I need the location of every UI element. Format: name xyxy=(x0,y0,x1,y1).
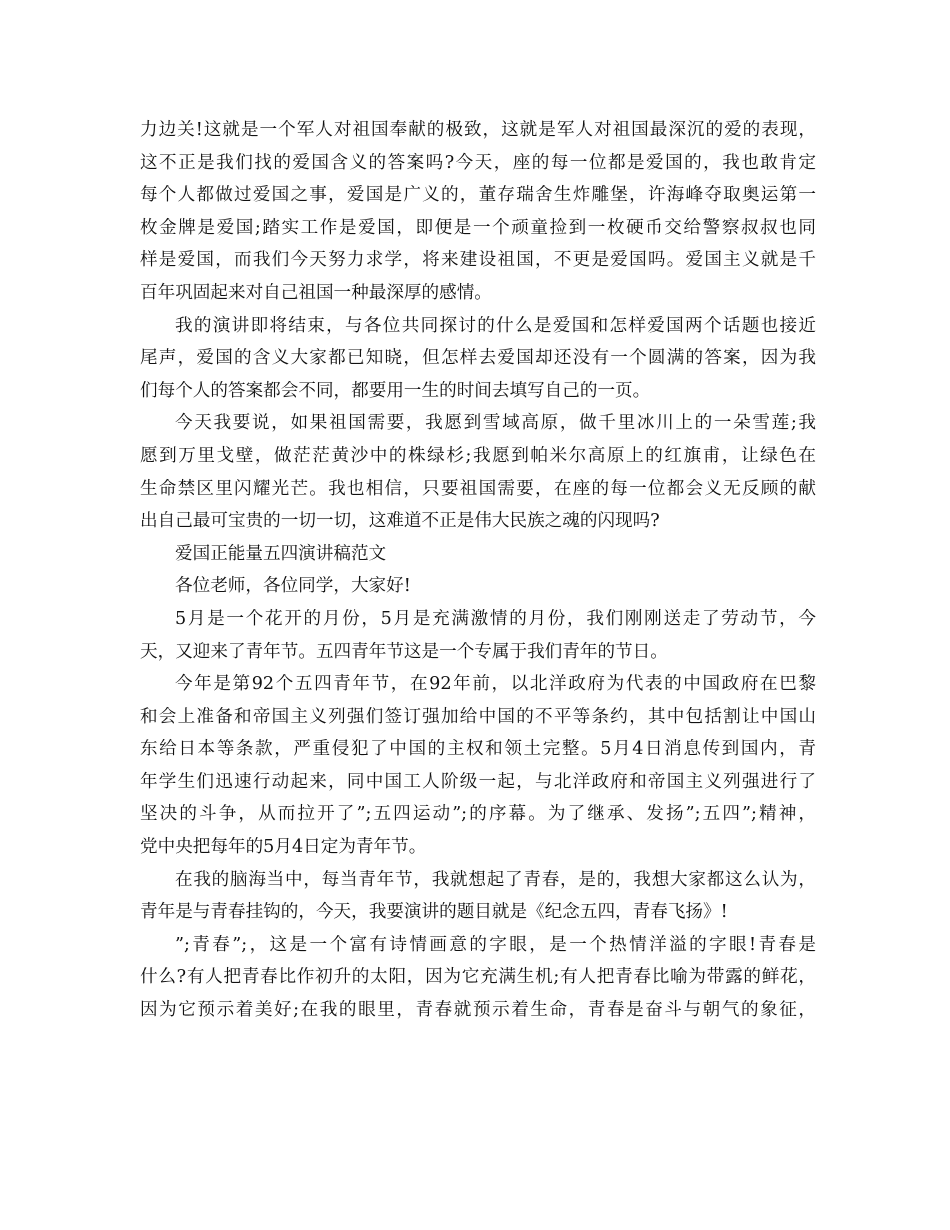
section-title: 爱国正能量五四演讲稿范文 xyxy=(175,543,387,564)
text-line: 们每个人的答案都会不同，都要用一生的时间去填写自己的一页。 xyxy=(140,380,651,401)
text-line: 今年是第92个五四青年节，在92年前，以北洋政府为代表的中国政府在巴黎 xyxy=(175,674,816,695)
text-line: 力边关!这就是一个军人对祖国奉献的极致，这就是军人对祖国最深沉的爱的表现， xyxy=(140,120,816,140)
text-line: 青年是与青春挂钩的，今天，我要演讲的题目就是《纪念五四，青春飞扬》! xyxy=(140,902,728,923)
text-line: 今天我要说，如果祖国需要，我愿到雪域高原，做千里冰川上的一朵雪莲;我 xyxy=(175,413,816,434)
text-line: 党中央把每年的5月4日定为青年节。 xyxy=(140,837,427,858)
greeting-line: 各位老师，各位同学，大家好! xyxy=(175,576,411,597)
text-line: 出自己最可宝贵的一切一切，这难道不正是伟大民族之魂的闪现吗? xyxy=(140,511,660,532)
text-line: 尾声，爱国的含义大家都已知晓，但怎样去爱国却还没有一个圆满的答案，因为我 xyxy=(140,348,816,369)
text-line: ”;青春”;，这是一个富有诗情画意的字眼，是一个热情洋溢的字眼!青春是 xyxy=(175,934,816,955)
text-line: 天，又迎来了青年节。五四青年节这是一个专属于我们青年的节日。 xyxy=(140,641,668,662)
text-line: 坚决的斗争，从而拉开了”;五四运动”;的序幕。为了继承、发扬”;五四”;精神， xyxy=(140,804,816,825)
text-line: 因为它预示着美好;在我的眼里，青春就预示着生命，青春是奋斗与朝气的象征， xyxy=(140,1000,816,1021)
text-line: 生命禁区里闪耀光芒。我也相信，只要祖国需要，在座的每一位都会义无反顾的献 xyxy=(140,478,816,499)
text-line: 愿到万里戈壁，做茫茫黄沙中的株绿杉;我愿到帕米尔高原上的红旗甫，让绿色在 xyxy=(140,445,816,466)
text-line: 每个人都做过爱国之事，爱国是广义的，董存瑞舍生炸雕堡，许海峰夺取奥运第一 xyxy=(140,185,816,206)
text-line: 东给日本等条款，严重侵犯了中国的主权和领土完整。5月4日消息传到国内，青 xyxy=(140,739,816,760)
text-line: 这不正是我们找的爱国含义的答案吗?今天，座的每一位都是爱国的，我也敢肯定 xyxy=(140,152,816,173)
text-line: 样是爱国，而我们今天努力求学，将来建设祖国，不更是爱国吗。爱国主义就是千 xyxy=(140,250,816,271)
text-line: 什么?有人把青春比作初升的太阳，因为它充满生机;有人把青春比喻为带露的鲜花， xyxy=(140,967,816,988)
text-line: 5月是一个花开的月份，5月是充满激情的月份，我们刚刚送走了劳动节，今 xyxy=(175,608,816,629)
text-line: 和会上准备和帝国主义列强们签订强加给中国的不平等条约，其中包括割让中国山 xyxy=(140,706,816,727)
text-line: 在我的脑海当中，每当青年节，我就想起了青春，是的，我想大家都这么认为， xyxy=(175,869,816,890)
text-line: 枚金牌是爱国;踏实工作是爱国，即便是一个顽童捡到一枚硬币交给警察叔叔也同 xyxy=(140,217,816,238)
text-line: 年学生们迅速行动起来，同中国工人阶级一起，与北洋政府和帝国主义列强进行了 xyxy=(140,771,816,792)
text-line: 我的演讲即将结束，与各位共同探讨的什么是爱国和怎样爱国两个话题也接近 xyxy=(175,315,816,336)
text-line: 百年巩固起来对自己祖国一种最深厚的感情。 xyxy=(140,282,492,303)
document-body xyxy=(140,114,816,1027)
